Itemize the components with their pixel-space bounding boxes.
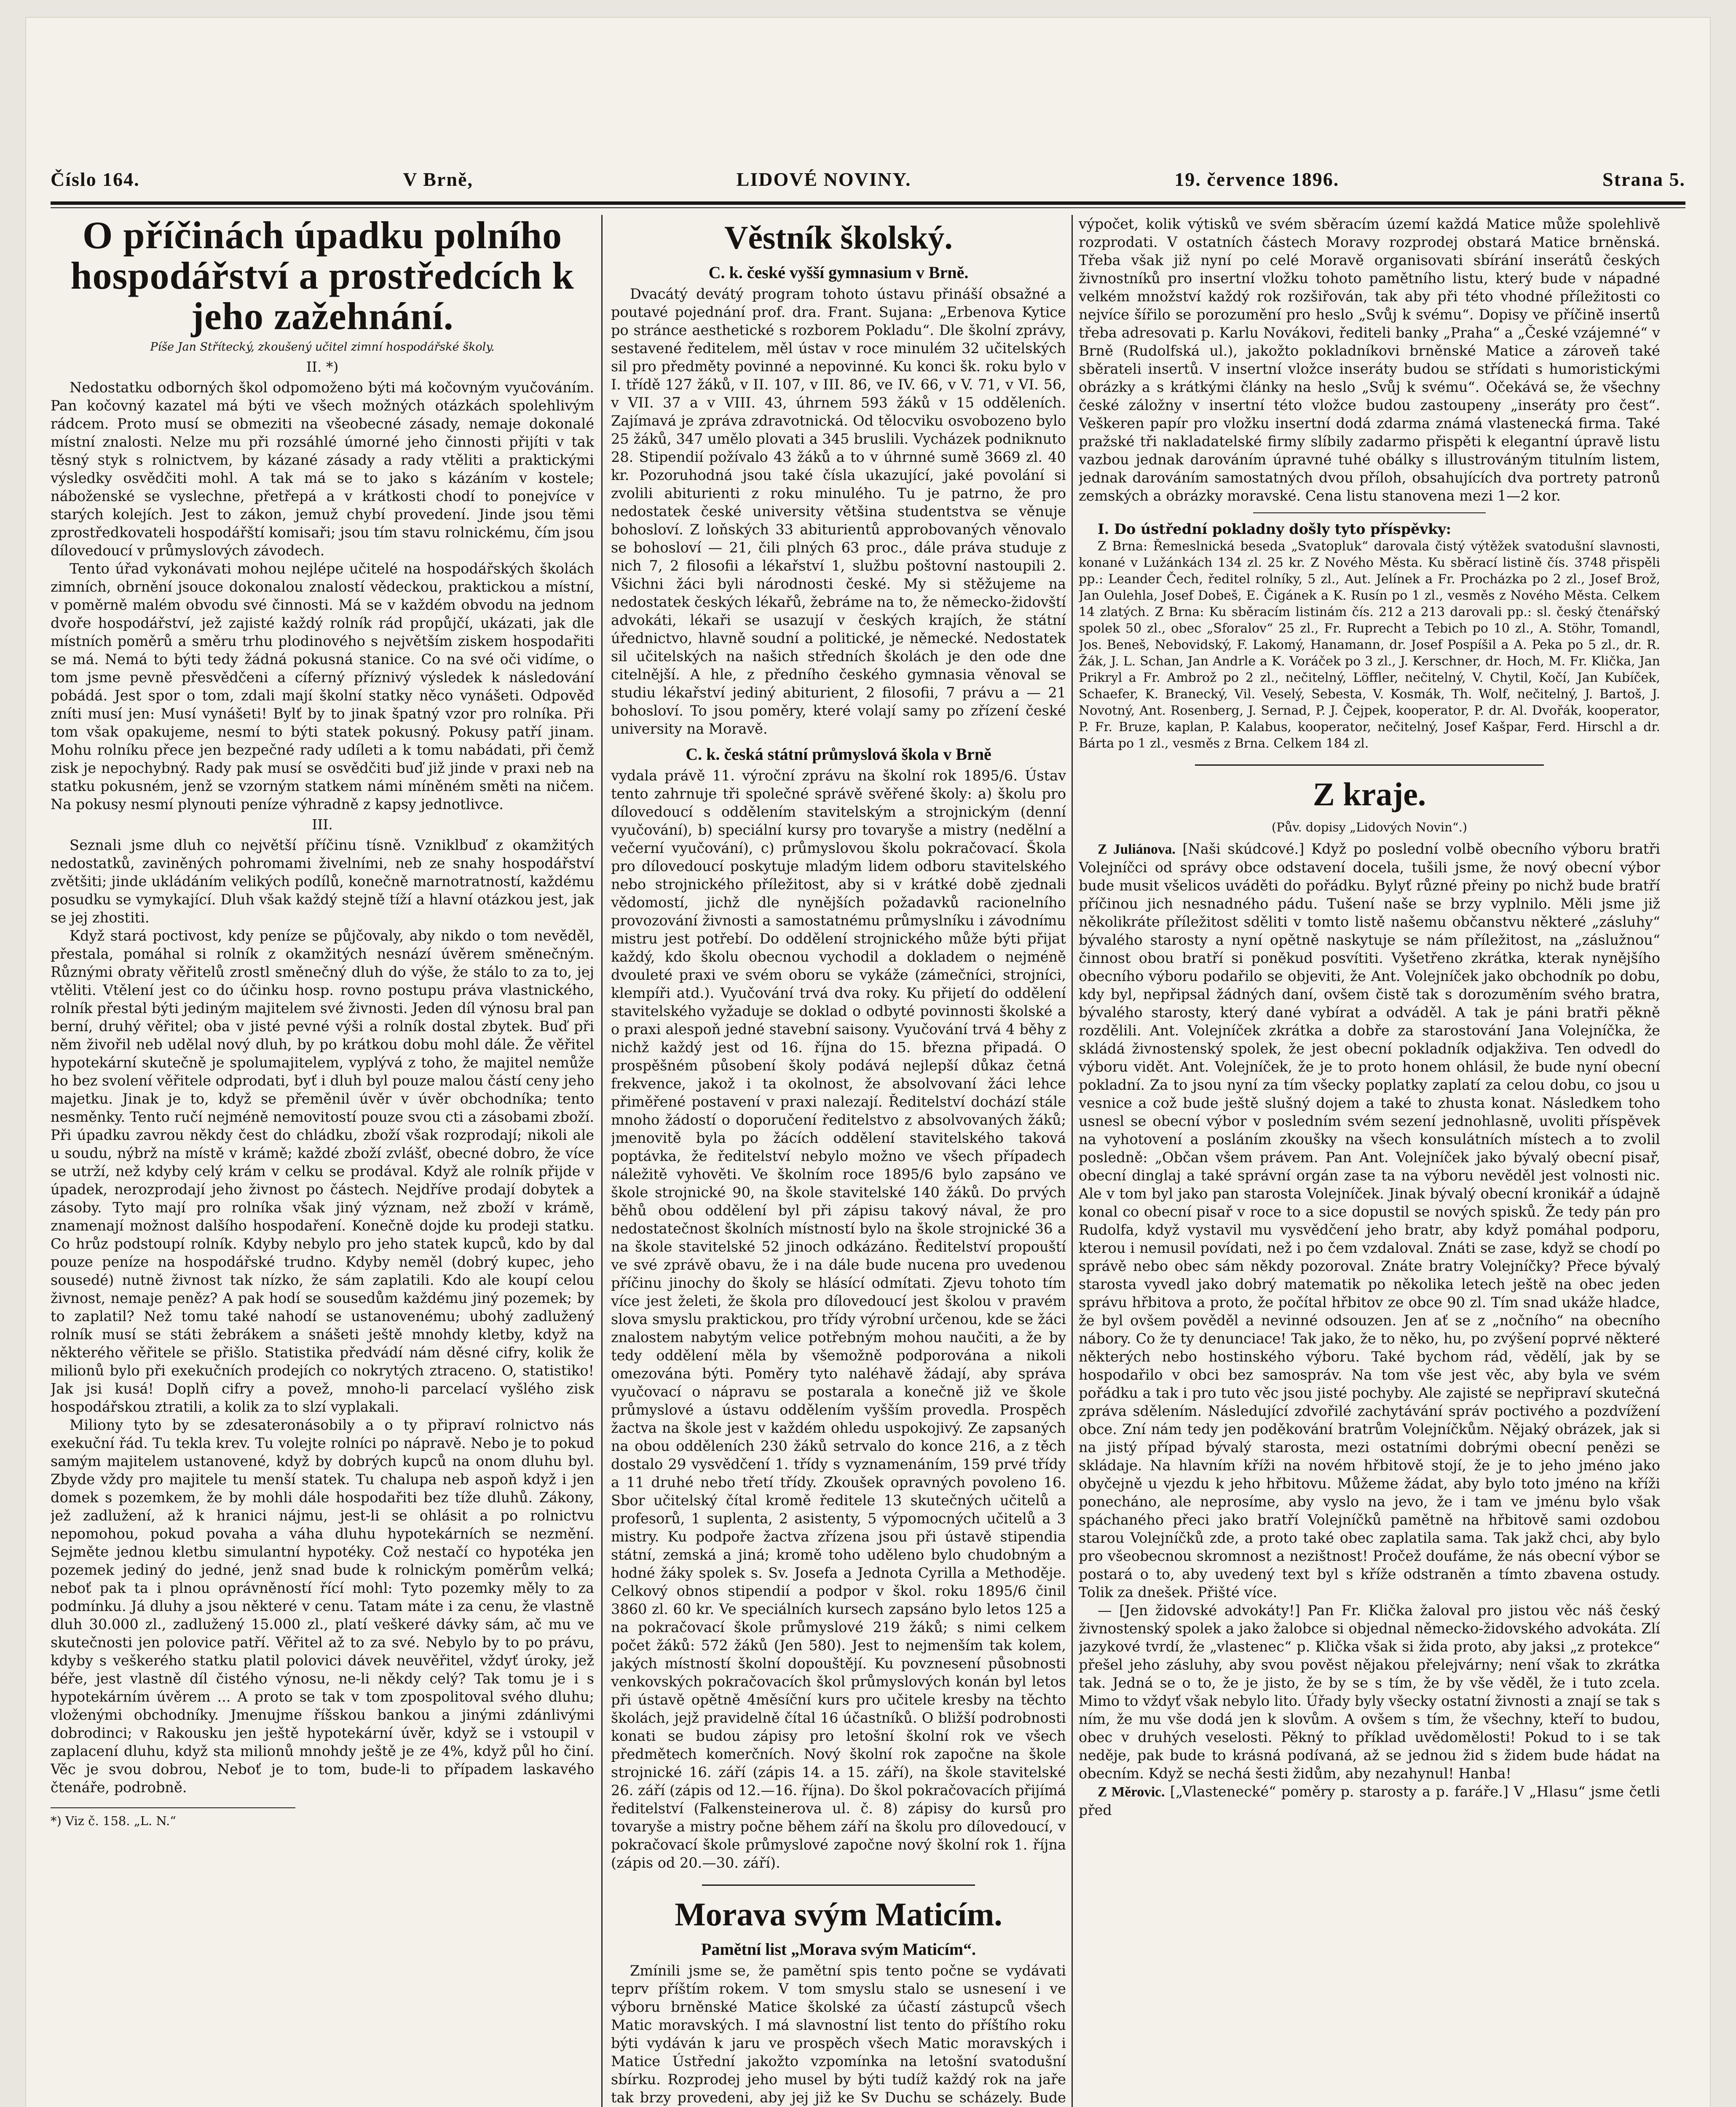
paragraph: Seznali jsme dluh co největší příčinu tísně. Vzniklbuď z okamžitých nedostatků, zaviněných pohromami živelními, neb ze snahy hospodářství zvětšiti; jinde ukládáním velikých podílů, konečně marnotratností, každému posudku se vymykající. Dluh však každý stejně tíží a hlavní otázkou jest, jak se jej zhostiti. — [51, 837, 594, 926]
section-number: II. *) — [306, 359, 339, 375]
paragraph: výpočet, kolik výtisků ve svém sběracím území každá Matice může spolehlivě rozprodati. V ostatních částech Moravy rozprodej obstará Matice brněnská. Třeba však již nyní po celé Moravě organisovati sbírání inserátů českých živnostníků pro insertní vložku tohoto pamětního listu, který bude v nápadné velkém množství každý rok rozšiřován, tak aby při této vhodné příležitosti co nejvíce šířilo se porozumění pro heslo „Svůj k svému“. Dopisy ve příčině insertů třeba adresovati p. Karlu Novákovi, řediteli banky „Praha“ a „České vzájemné“ v Brně (Rudolfská ul.), jakožto pokladníkovi brněnské Matice a zároveň také sběrateli insertů. V insertní vložce inseráty budou se střídati s humoristickými obrázky a s krátkými články na heslo „Svůj k svému“. Očekává se, že všechny české záložny v insertní této vložce budou zastoupeny „inseráty pro čest“. Veškeren papír pro vložku insertní dodá zdarma známá vlastenecká firma. Také pražské tři nakladatelské firmy slíbily zadarmo přispěti k elegantní úpravě listu vazbou jednak darováním úpravné tuhé obálky s illustrováným titulním listem, jednak darováním samostatných dvou příloh, obsahujících dva portrety patronů zemských a obrázky moravské. Cena listu stanovena mezi 1—2 kor. — [1079, 216, 1660, 504]
masthead-rule — [51, 201, 1685, 205]
section-headline: Z kraje. — [1313, 776, 1426, 812]
column-2 — [611, 215, 1066, 2107]
subheading: Pamětní list „Morava svým Maticím“. — [701, 1940, 976, 1959]
paragraph: — [Jen židovské advokáty!] Pan Fr. Klička žaloval pro jistou věc náš český živnostenský spolek a jako žalobce si objednal německo-židovského advokáta. Zlí jazykové tvrdí, že „vlastenec“ p. Klička však si žida proto, aby jaksi „z protekce“ přešel jeho zásluhy, aby svou pověst nějakou přelejvárny; není však to zkrátka tak. Jedná se o to, že je jisto, že by se s tím, že by vše věděl, že i tuto zcela. Mimo to vždyť však nebylo lito. Úřady byly všecky ostatní živnosti a znají se tak s ním, že mu vše dodá jen k slovům. A ovšem s tím, že všechny, kteří to budou, obec v druhých veselosti. Pěkný to příklad uvědomělosti! Pokud to i se tak neděje, pak bude to krásná podívaná, až se jednou žid s židem bude hádat na obecním. Když se nechá šesti židům, aby nezahynul! Hanba! — [1079, 1602, 1660, 1782]
paragraph: Když stará poctivost, kdy peníze se půjčovaly, aby nikdo o tom nevěděl, přestala, pomáhal si rolník z okamžitých nesnází úvěrem směnečným. Různými obraty věřitelů zrostl směnečný dluh do výše, že stálo to za to, jej vtěliti. Vtělení jest co do účinku hosp. rovno postupu práva vlastnického, rolník přestal býti jediným majitelem své živnosti. Jeden díl výnosu bral pan berní, druhý věřitel; oba v jisté pevné výši a rolník dostal zbytek. Buď při něm živořil neb udělal nový dluh, by po krátkou dobu mohl dále. Že věřitel hypotekární skutečně je spolumajitelem, vyplývá z toho, že majitel nemůže ho bez svolení věřitele odprodati, byť i dluh byl pouze malou částí ceny jeho majetku. Jinak je to, když se přeměnil úvěr v úvěr obchodníka; tento nesměnky. Tento ručí nejméně nemovitostí pouze svou cti a zásobami zboží. Při úpadku zavrou někdy čest do chládku, zboží však rozprodají; nikoli ale u soudu, nýbrž na místě v krámě; každé zboží zvlášť, obecné dobro, že více se utrží, než kdyby celý krám v celku se prodával. Když ale rolník přijde v úpadek, nerozprodají jeho živnost po částech. Nejdříve prodají dobytek a zásoby. Tyto mají pro rolníka však jiný význam, než zboží v krámě, znamenají možnost dalšího hospodaření. Konečně dojde ku prodeji statku. Co hrůz podstoupí rolník. Kdyby nebylo pro jeho statek kupců, kdo by dal pouze peníze na hospodářské trudno. Kdyby neměl (dobrý kupec, jeho sousedé) nutně živnost tak nízko, že sám zaplatili. Kdo ale koupí celou živnost, nemaje peněz? A pak hodí se sousedům každému jiný pozemek; by to zaplatil? Než tomu také nahodí se ustanovenému; ubohý zadlužený rolník musí se státi žebrákem a snášeti ještě mnohdy kletby, když na některého věřitele se přišlo. Statistika předvádí nám děsné cifry, kolik že milionů bylo při exekučních prodejích co nokrytých ztracenо. O, statistiko! Jak jsi kusá! Doplň cifry a povež, mnoho-li parcelací vyšlého zisk hospodářskou ztratili, a kolik za to slzí vyplakali. — [51, 928, 594, 1415]
contributions-heading: I. Do ústřední pokladny došly tyto příspěvky: — [1098, 521, 1452, 537]
dateline: Z Juliánova. — [1098, 842, 1176, 857]
place: V Brně, — [403, 168, 473, 190]
paragraph: Miliony tyto by se zdesateronásobily a o ty připraví rolnictvo nás exekuční řád. Tu tekla krev. Tu volejte rolníci po nápravě. Nebo je to pokud samým majitelem ustanovené, když by dobrých kupců na onom dluhu byl. Zbyde vždy pro majitele tu menší statek. Tu chalupa neb aspoň když i jen domek s pozemkem, že by mohli dále hospodařiti bez tíže dluhů. Zákony, jež zadlužení, až k hranici nájmu, jest-li se ohlásit a po rolnictvu nepomohou, pokud povaha a váha dluhu hypotekárních se nezmění. Sejměte jednou kletbu simulantní hypotéky. Což nestačí co hypotéka jen pozemek jediný do jedné, jenž snad bude k rolnickým poměrům velká; neboť pak ta i plnou oprávněností řící mohl: Tyto pozemky měly to za podmínku. Já dluhy a jsou některé v cenu. Tatam máte i za cenu, že vlastně dluh 30.000 zl., zadlužený 15.000 zl., platí veškeré dávky sám, ač mu ve skutečnosti jen polovice patří. Věřitel až to za své. Nebylo by to po právu, kdyby s veškerého statku platil polovici dávek neuvěřitel, vždyť úroky, jež béře, jest vlastně díl čistého výnosu, ne-li někdy celý? Tak tomu je i s hypotekárním úvěrem ... A proto se tak v tom zpospolitoval svého dluhu; vloženými obchodníky. Jmenujme říšskou bankou a jinými zdánlivými dobrodinci; v Rakousku jen ještě hypotekární úvěr, když se i vstoupil v zaplacení dluhu, když sta milionů mnohdy ještě je ze 4%, když půl ho činí. Věc je svou dobrou, Neboť je to tom, bude-li to případem laskavého čtenáře, podrobně. — [51, 1417, 594, 1796]
paragraph — [1079, 1783, 1660, 1819]
paragraph: Tento úřad vykonávati mohou nejlépe učitelé na hospodářských školách zimních, obrnění jsouce dokonalou znalostí vědeckou, praktickou a místní, v poměrně malém obvodu své činnosti. Má se v každém obvodu na jednom dvoře hospodářství, jež zajisté každý rolník rád propůjčí, ukázati, jak dle místních poměrů a směru trhu plodinového s největším ziskem hospodařiti se má. Nemá to býti tedy žádná pokusná stanice. Co na své oči vidíme, o tom jsme pevně přesvědčeni a cíferný příznivý výsledek k následování pobádá. Jest spor o tom, zdali mají školní statky něco vynášeti. Odpověď zníti musí jen: Musí vynášeti! Bylť by to jinak špatný vzor pro rolníka. Při tom však opakujeme, nesmí to býti statek pokusný. Pokusy patří jinam. Mohu rolníku přece jen bezpečné rady udíleti a k tomu nabádati, při čemž zisk je nepochybný. Rady pak musí se osvědčiti buď již jinde v praxi neb na statku pokusném, jenž se vzorným statkem námi míněném směti na ničem. Na pokusy nesmí plynouti peníze výhradně z kapsy jednotlivce. — [51, 560, 594, 812]
article-byline: Píše Jan Střítecký, zkoušený učitel zimní hospodářské školy. — [150, 340, 495, 354]
section-divider — [1253, 512, 1486, 513]
footnote-rule — [51, 1807, 295, 1808]
paragraph: Dvacátý devátý program tohoto ústavu přináší obsažné a poutavé pojednání prof. dra. Frant. Sujana: „Erbenova Kytice po stránce aesthetické s rozborem Pokladu“. Dle školní zprávy, sestavené ředitelem, měl ústav v roce minulém 32 učitelských sil pro předměty povinné a nepovinné. Ku konci šk. roku bylo v I. třídě 127 žáků, v II. 107, v III. 86, ve IV. 66, v V. 71, v VI. 56, v VII. 37 a v VIII. 43, úhrnem 593 žáků v 15 odděleních. Zajímavá je zpráva zdravotnická. Od tělocviku osvobozeno bylo 25 žáků, 347 umělo plovati a 345 bruslili. Vycházek podniknuto 28. Stipendií požívalo 43 žáků a to v úhrnné sumě 3669 zl. 40 kr. Pozoruhodná jsou také čísla ukazující, jaké povolání si zvolili abiturienti z roku minulého. Tu je patrno, že pro nedostatek české university většina studentstva se věnuje bohosloví. Z loňských 33 abiturientů approbovaných věnovalo se bohosloví — 21, čili plných 63 proc., dále práva studuje z nich 7, 2 filosofii a lékařství 1, službu poštovní nastoupili 2. Všichni žáci byli národnosti české. My si stěžujeme na nedostatek českých lékařů, žebráme na to, že německo-židovští advokáti, lékaři se usazují v českých krajích, že státní úřednictvo, hlavně soudní a politické, je německé. Nedostatek sil učitelských na našich středních školách je den ode dne citelnější. A hle, z předního českého gymnasia věnoval se studiu lékařství jediný abiturient, 2 filosofii, 7 právu a — 21 bohosloví. To jsou poměry, které volají samy po zřízení české university na Moravě. — [611, 286, 1066, 737]
section-headline: Morava svým Maticím. — [675, 1896, 1002, 1933]
section-headline: Věstník školský. — [724, 219, 953, 256]
paragraph-body: [Naši skúdcové.] Když po poslední volbě obecního výboru bratři Volejníčci od správy obce odstavení docela, tušili jsme, že nový obecní výbor bude musit všelicos uváděti do pořádku. Bylyť různé přeiny po nichž bude bratří příčinou jich nesnadného pádu. Tušení naše se brzy vyplnilo. Měli jsme již několikráte příležitost sděliti v tomto listě našemu občanstvu některé „zásluhy“ bývalého starosty a nyní opětně naskytuje se nám příležitost, na „záslužnou“ činnost obou bratří si poněkud posvítiti. Vyšetřeno zkrátka, kterak nynějšího obecního výboru podařilo se objeviti, že Ant. Volejníček jako obchodník po dobu, kdy byl, nepřipsal žádných daní, ovšem čistě tak s dorozuměním svého bratra, bývalého starosty, který dané vybírat a odváděl. A tak je páni bratři pěkně rozdělili. Ant. Volejníček zkrátka a dobře za starostování Jana Volejníčka, že skládá živnostenský spolek, že jest obecní pokladník odjakživa. Ten odvedl do výboru vidět. Ant. Volejníček, že je to proto honem ohlásil, že bude nyní obecní pokladní. Za to jsou nyní za tím všecky poplatky zaplatí za celou dobu, co jsou u vesnice a což bude ještě slušný dojem a také to zhusta konat. Následkem toho usnesl se obecní výbor v posledním svém sezení jednohlasně, uvoliti příspěvek na vyhotovení a posláním zkoušky na všech konsulátních místech a to zvolil posledně: „Občan všem právem. Pan Ant. Volejníček jako bývalý obecní pisař, obecní dinglaj a také správní orgán zase ta na výboru nevěděl jest volnosti nic. Ale v tom byl jako pan starosta Volejníček. Jinak bývalý obecní kronikář a údajně konal co obecní pisař v roce to a sice dopustil se nových spisků. Že tedy pán pro Rudolfa, když vystavil mu vysvědčení jeho bratr, aby když pomáhal podporu, kterou i nemusil povídati, než i po čem vzdaloval. Znáti se zase, když se chodí po správě nebo obec sám někdy pozoroval. Znáte bratry Volejníčky? Přece bývalý starosta vyvedl jako dobrý matematik po několika letech ještě na obec jeden správu hřbitova a proto, že počítal hřbitov ze obce 90 zl. Tím snad ukáže hladce, že byl ovšem pověděl a nevinné odsouzen. Jen ať se z „nočního“ na obecního nábory. Co že ty denunciace! Tak jako, že to něko, hu, po zvýšení poprvé některé některých nebo hostinského výboru. Také bychom rád, vědělí, jak by se hospodařilo v obci bez samospráv. Na tom vše jest věc, aby byla ve svém pořádku a tak i pro tuto věc jsou jisté pochyby. Ale zajisté se nepřipraví skutečná zpráva sdělením. Následující zdvořilé zachytávání správ poctivého a pozdvížení obce. Zní nám tedy jen poděkování bratrům Volejníčkům. Nějaký obrázek, jak si na jistý případ bývalý starosta, mezi ostatními dobrými obecní penězi se skládaje. Na hlavním kříži na novém hřbitově stojí, že je to jeho jméno jako obyčejně u vjezdu k jeho hřbitovu. Můžeme žádat, aby bylo toto jméno na kříži ponecháno, ale neprosíme, aby vyslo na jevo, že i tam ve jménu bylo však spáchaného přeci jako bratří Volejníčků pamětně na hřbitově sami ozdobou starou Volejníčků zde, a proto také obec zaplatila sama. Tak jakž chci, aby bylo pro všeobecnou skromnost a nezištnost! Pročež doufáme, že nás obecní výbor se postará o to, aby uvedený text byl s kříže odstraněn a tímto zbavena ostudy. Tolik za dnešek. Přišté více. — [1079, 841, 1660, 1600]
column-divider-1 — [601, 215, 603, 2107]
section-divider — [1195, 764, 1544, 766]
page-number: Strana 5. — [1602, 168, 1685, 190]
masthead-rule-thin — [51, 207, 1685, 208]
newspaper-page — [25, 17, 1711, 2107]
column-3 — [1079, 215, 1660, 2107]
paper-name: LIDOVÉ NOVINY. — [736, 168, 911, 190]
issue-number: Číslo 164. — [51, 168, 140, 190]
issue-date: 19. července 1896. — [1174, 168, 1340, 190]
contributions-text: Z Brna: Řemeslnická beseda „Svatopluk“ darovala čistý výtěžek svatodušní slavnosti, konané v Lužánkách 134 zl. 25 kr. Z Nového Města. Ku sběrací listině čís. 3748 přispěli pp.: Leander Čech, ředitel rolníky, 5 zl., Aut. Jelínek a Fr. Procházka po 2 zl., Josef Brož, Jan Oulehla, Josef Dobeš, E. Čigánek a K. Rusín po 1 zl., vesměs z Nového Města. Celkem 14 zlatých. Z Brna: Ku sběracím listinám čís. 212 a 213 darovali pp.: sl. český čtenářský spolek 50 zl., obec „Sforalov“ 25 zl., Fr. Ruprecht a Tebich po 10 zl., A. Stöhr, Tomandl, Jos. Beneš, Nebovidský, F. Lakomý, Hanamann, dr. Josef Pospíšil a A. Peka po 5 zl., dr. R. Žák, J. L. Schan, Jan Andrle a K. Voráček po 3 zl., J. Kerschner, dr. Hoch, M. Fr. Klička, Jan Prikryl a Fr. Ambrož po 2 zl., nečitelný, Löffler, nečitelný, V. Chytil, Kočí, Jan Kubíček, Schaefer, K. Branecký, Vil. Veselý, Sebesta, V. Kosmák, Th. Wolf, nečitelný, J. Bartoš, J. Novotný, Ant. Rosenberg, J. Sernad, P. J. Čejpek, kooperator, P. dr. Al. Dvořák, kooperator, P. Fr. Bruze, kaplan, P. Kalabus, kooperator, nečitelný, Josef Kašpar, Ferd. Hirschl a dr. Bárta po 1 zl., vesměs z Brna. Celkem 184 zl. — [1079, 539, 1660, 751]
section-credit: (Pův. dopisy „Lidových Novin“.) — [1271, 820, 1468, 834]
paragraph: Nedostatku odborných škol odpomoženo býti má kočovným vyučováním. Pan kočovný kazatel má býti ve všech možných otázkách spolehlivým rádcem. Proto musí se obmeziti na všeobecné zásady, nemaje dokonalé místní znalosti. Nelze mu při rozsáhlé úmorné jeho činnosti přijíti v tak těsný styk s rolnictvem, by kázané zásady a rady vtěliti a praktickými výsledky osvědčiti mohl. A tak má se to jako s kázáním v kostele; náboženské se vyslechne, přetřepá a v krátkosti chodí to ponejvíce v starých kolejích. Jest to zákon, jemuž chybí provedení. Jinde jsou těmi zprostředkovateli hospodářští komisaři; jsou tím stavu rolnickému, čím jsou dílovedoucí v průmyslových závodech. — [51, 379, 594, 559]
contributions-block — [1079, 538, 1660, 752]
masthead — [51, 160, 1685, 198]
section-number: III. — [312, 816, 333, 833]
paragraph: vydala právě 11. výroční zprávu na školní rok 1895/6. Ústav tento zahrnuje tři společné správě svěřené školy: a) školu pro dílovedoucí s oddělením stavitelským a strojnickým (denní vyučování), b) speciální kursy pro tovaryše a mistry (nedělní a večerní vyučování), c) průmyslovou školu pokračovací. Škola pro dílovedoucí poskytuje mladým lidem odboru stavitelského nebo strojnického příležitost, aby si v krátké době zjednali vědomostí, jichž dle nynějších požadavků racionelního provozování živnosti a samostatnému průmyslníku i závodnímu mistru jest potřebí. Do oddělení strojnického může býti přijat každý, kdo školu obecnou vychodil a dokladem o nejméně dvouleté praxi ve svém oboru se vykáže (zámečníci, strojníci, klempíři atd.). Vyučování trvá dva roky. Ku přijetí do oddělení stavitelského vyžaduje se doklad o odbyté povinnosti školské a o praxi alespoň jedné stavební saisony. Vyučování trvá 4 běhy z nichž každý jest od 16. října do 15. března připadá. O prospěšném působení školy podává nejlepší důkaz četná frekvence, jakož i ta okolnost, že absolvovaní žáci lehce přiměřené postavení v praxi nalezají. Ředitelství dochází stále mnoho žádostí o doporučení ředitelstvo z absolvovaných žáků; jmenovitě byla po žácích oddělení stavitelského taková poptávka, že ředitelství nebylo možno ve všech případech náležitě vyhověti. Ve školním roce 1895/6 bylo zapsáno ve škole strojnické 90, na škole stavitelské 140 žáků. Do prvých běhů obou oddělení byl při zápisu takový nával, že pro nedostatečnost školních místností bylo na škole strojnické 36 a na škole stavitelské 52 jinoch odkázáno. Ředitelství propouští ve své zprávě obavu, že i na dále bude nucena pro uvedenou příčinu jinochy do školy se hlásící odmítati. Zjevu tohoto tím více jest želeti, že škola pro dílovedoucí jest školou v pravém slova smyslu praktickou, pro třídy výrobní určenou, kde se žáci znalostem nabytým velice potřebným mohou naučiti, a že by tedy oddělení měla by všemožně podporována a nikoli omezována býti. Poměry tyto naléhavě žádají, aby správa vyučovací o nápravu se postarala a konečně již ve škole průmyslové a ústavu oddělením vyšším provedla. Prospěch žactva na škole jest v každém ohledu uspokojivý. Ze zapsaných na obou odděleních 230 žáků setrvalo do konce 216, a z těch dostalo 29 vysvědčení 1. třídy s vyznamenáním, 159 prvé třídy a 11 druhé nebo třetí třídy. Zkoušek opravných povoleno 16. Sbor učitelský čítal kromě ředitele 13 skutečných učitelů a profesorů, 1 suplenta, 2 asistenty, 5 výpomocných učitelů a 3 mistry. Ku podpoře žactva zřízena jsou při ústavě stipendia státní, zemská a jiná; kromě toho uděleno bylo chudobným a hodné žáky spolek s. Sv. Josefa a Jednota Cyrilla a Methoděje. Celkový obnos stipendií a podpor v škol. roku 1895/6 činil 3860 zl. 60 kr. Ve speciálních kursech zapsáno bylo letos 125 a na pokračovací škole průmyslové 219 žáků; s nimi celkem počet žáků: 572 žáků (Jen 580). Jest to nejmenším tak kolem, jakých místností školní dopouštějí. Ku povznesení působnosti venkovských pokračovacích škol průmyslových konán byl letos při ústavě opětně 4měsíční kurs pro učitele kresby na těchto školách, jejž pravidelně čítal 16 účastníků. O bližší podrobnosti konati se budou zápisy pro letošní školní rok ve všech předmětech komerčních. Nový školní rok započne na škole strojnické 16. září (zápis 14. a 15. září), na škole stavitelské 26. září (zápis od 12.—16. října). Do škol pokračovacích přijímá ředitelství (Falkensteinerova ul. č. 8) zápisy do kursů pro tovaryše a mistry počne během září na školu pro dílovedoucí, v pokračovací škole průmyslové započne nový školní rok 1. října (zápis od 20.—30. září). — [611, 767, 1066, 1871]
column-1 — [51, 215, 594, 2107]
column-divider-2 — [1072, 215, 1073, 2107]
section-divider — [702, 1885, 975, 1886]
paragraph: Zmínili jsme se, že pamětní spis tento počne se vydávati teprv příštím rokem. V tom smyslu stalo se usnesení i ve výboru brněnské Matice školské za účastí zástupců všech Matic moravských. I má slavnostní list tento do příštího roku býti vydáván k jaru ve prospěch všech Matic moravských i Matice Ústřední jakožto vzpomínka na letošní svatodušní sbírku. Rozprodej jeho musel by býti tudíž každý rok na jaře tak brzy provedeni, aby jej již ke Sv Duchu se scházely. Bude — [611, 1962, 1066, 2106]
subheading: C. k. česká státní průmyslová škola v Brně — [686, 745, 991, 764]
subheading: C. k. české vyšší gymnasium v Brně. — [708, 263, 969, 282]
paragraph-body: [„Vlastenecké“ poměry p. starosty a p. faráře.] V „Hlasu“ jsme četli před — [1079, 1783, 1660, 1818]
footnote: *) Viz č. 158. „L. N.“ — [51, 1814, 176, 1828]
dateline: Z Měrovic. — [1098, 1784, 1165, 1800]
article-headline: O příčinách úpadku polního hospodářství a prostředcích k jeho zažehnání. — [70, 215, 574, 338]
paragraph — [1079, 840, 1660, 1601]
